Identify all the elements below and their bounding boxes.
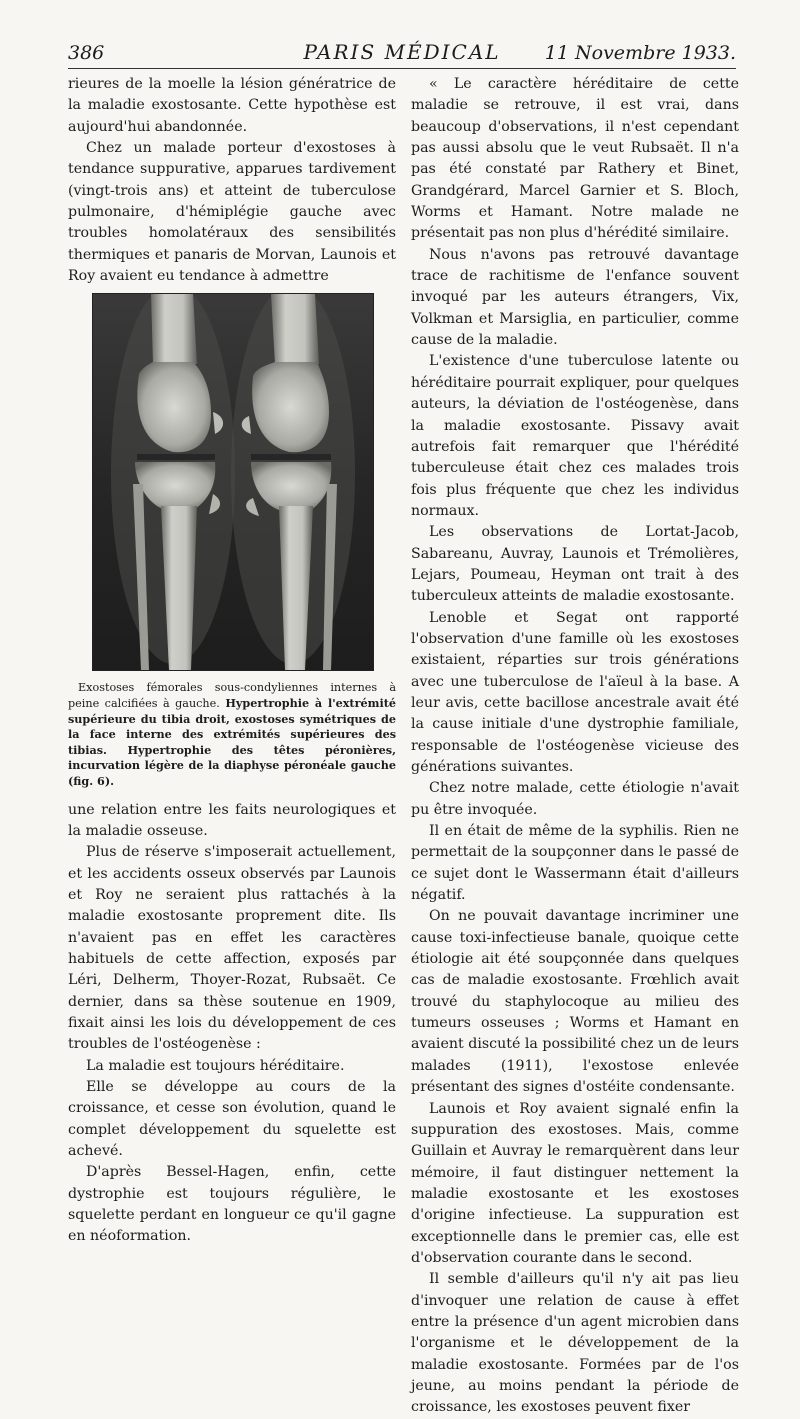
paragraph: Plus de réserve s'imposerait actuellement, et les accidents osseux observés par Launois et Roy ne seraient plus rattachés à la maladie exostosante proprement dite. Ils n'avaient pas en effet les caractères habituels de cette affection, exposés par Léri, Delherm, Thoyer-Rozat, Rubsaët. Ce dernier, dans sa thèse soutenue en 1909, fixait ainsi les lois du développement de ces troubles de l'ostéogenèse : (68, 844, 396, 1053)
right-column (411, 74, 739, 1419)
paragraph: Launois et Roy avaient signalé enfin la suppuration des exostoses. Mais, comme Guillain et Auvray le remarquèrent dans leur mémoire, il faut distinguer nettement la maladie exostosante et les exostoses d'origine infectieuse. La suppuration est exceptionnelle dans le premier cas, elle est d'observation courante dans le second. (411, 1100, 739, 1266)
running-header (68, 38, 736, 69)
left-column (68, 74, 396, 1248)
paragraph: On ne pouvait davantage incriminer une cause toxi-infectieuse banale, quoique cette étiologie ait été soupçonnée dans quelques cas de maladie exostosante. Frœhlich avait trouvé du staphylocoque au milieu des tumeurs osseuses ; Worms et Hamant en avaient discuté la possibilité chez un de leurs malades (1911), l'exostose enlevée présentant des signes d'ostéite condensante. (411, 908, 739, 1096)
paragraph: Il en était de même de la syphilis. Rien ne permettait de la soupçonner dans le passé de ce sujet dont le Wassermann était d'ailleurs négatif. (411, 823, 739, 904)
paragraph: une relation entre les faits neurologiques et la maladie osseuse. (68, 801, 396, 839)
paragraph: Il semble d'ailleurs qu'il n'y ait pas lieu d'invoquer une relation de cause à effet entre la présence d'un agent microbien dans l'organisme et le développement de la maladie exostosante. Formées par de l'os jeune, au moins pendant la période de croissance, les exostoses peuvent fixer (411, 1271, 739, 1416)
knee-radiograph-image (92, 293, 374, 671)
paragraph: Chez notre malade, cette étiologie n'avait pu être invoquée. (411, 780, 739, 818)
journal-title: PARIS MÉDICAL (303, 40, 501, 64)
xray-figure (68, 293, 396, 673)
paragraph: Elle se développe au cours de la croissance, et cesse son évolution, quand le complet développement du squelette est achevé. (68, 1079, 396, 1160)
paragraph: rieures de la moelle la lésion génératrice de la maladie exostosante. Cette hypothèse est aujourd'hui abandonnée. (68, 76, 396, 135)
paragraph: D'après Bessel-Hagen, enfin, cette dystrophie est toujours régulière, le squelette perdant en longueur ce qu'il gagne en néoformation. (68, 1164, 396, 1245)
issue-date: 11 Novembre 1933. (544, 42, 736, 64)
paragraph: Les observations de Lortat-Jacob, Sabareanu, Auvray, Launois et Trémolières, Lejars, Poumeau, Heyman ont trait à des tuberculeux atteints de maladie exostosante. (411, 524, 739, 605)
paragraph: Lenoble et Segat ont rapporté l'observation d'une famille où les exostoses existaient, réparties sur trois générations avec une tuberculose de l'aïeul à la base. A leur avis, cette bacillose ancestrale avait été la cause initiale d'une dystrophie familiale, responsable de l'ostéogenèse vicieuse des générations suivantes. (411, 609, 739, 775)
paragraph: L'existence d'une tuberculose latente ou héréditaire pourrait expliquer, pour quelques auteurs, la déviation de l'ostéogenèse, dans la maladie exostosante. Pissavy avait autrefois fait remarquer que l'hérédité tuberculeuse était chez ces malades trois fois plus fréquente que chez les individus normaux. (411, 353, 739, 519)
paragraph: La maladie est toujours héréditaire. (86, 1057, 345, 1074)
figure-caption: Exostoses fémorales sous-condyliennes internes à peine calcifiées à gauche. Hypertrophie à l'extrémité supérieure du tibia droit, exostoses symétriques de la face interne des extrémités supérieures des tibias. Hypertrophie des têtes péronières, incurvation légère de la diaphyse péronéale gauche (fig. 6). (68, 681, 396, 788)
paragraph: Chez un malade porteur d'exostoses à tendance suppurative, apparues tardivement (vingt-trois ans) et atteint de tuberculose pulmonaire, d'hémiplégie gauche avec troubles homolatéraux des sensibilités thermiques et panaris de Morvan, Launois et Roy avaient eu tendance à admettre (68, 140, 396, 285)
paragraph: « Le caractère héréditaire de cette maladie se retrouve, il est vrai, dans beaucoup d'observations, il n'est cependant pas aussi absolu que le veut Rubsaët. Il n'a pas été constaté par Rathery et Binet, Grandgérard, Marcel Garnier et S. Bloch, Worms et Hamant. Notre malade ne présentait pas non plus d'hérédité similaire. (411, 76, 739, 242)
page-number: 386 (68, 42, 105, 64)
paragraph: Nous n'avons pas retrouvé davantage trace de rachitisme de l'enfance souvent invoqué par les auteurs étrangers, Vix, Volkman et Marsiglia, en particulier, comme cause de la maladie. (411, 246, 739, 349)
